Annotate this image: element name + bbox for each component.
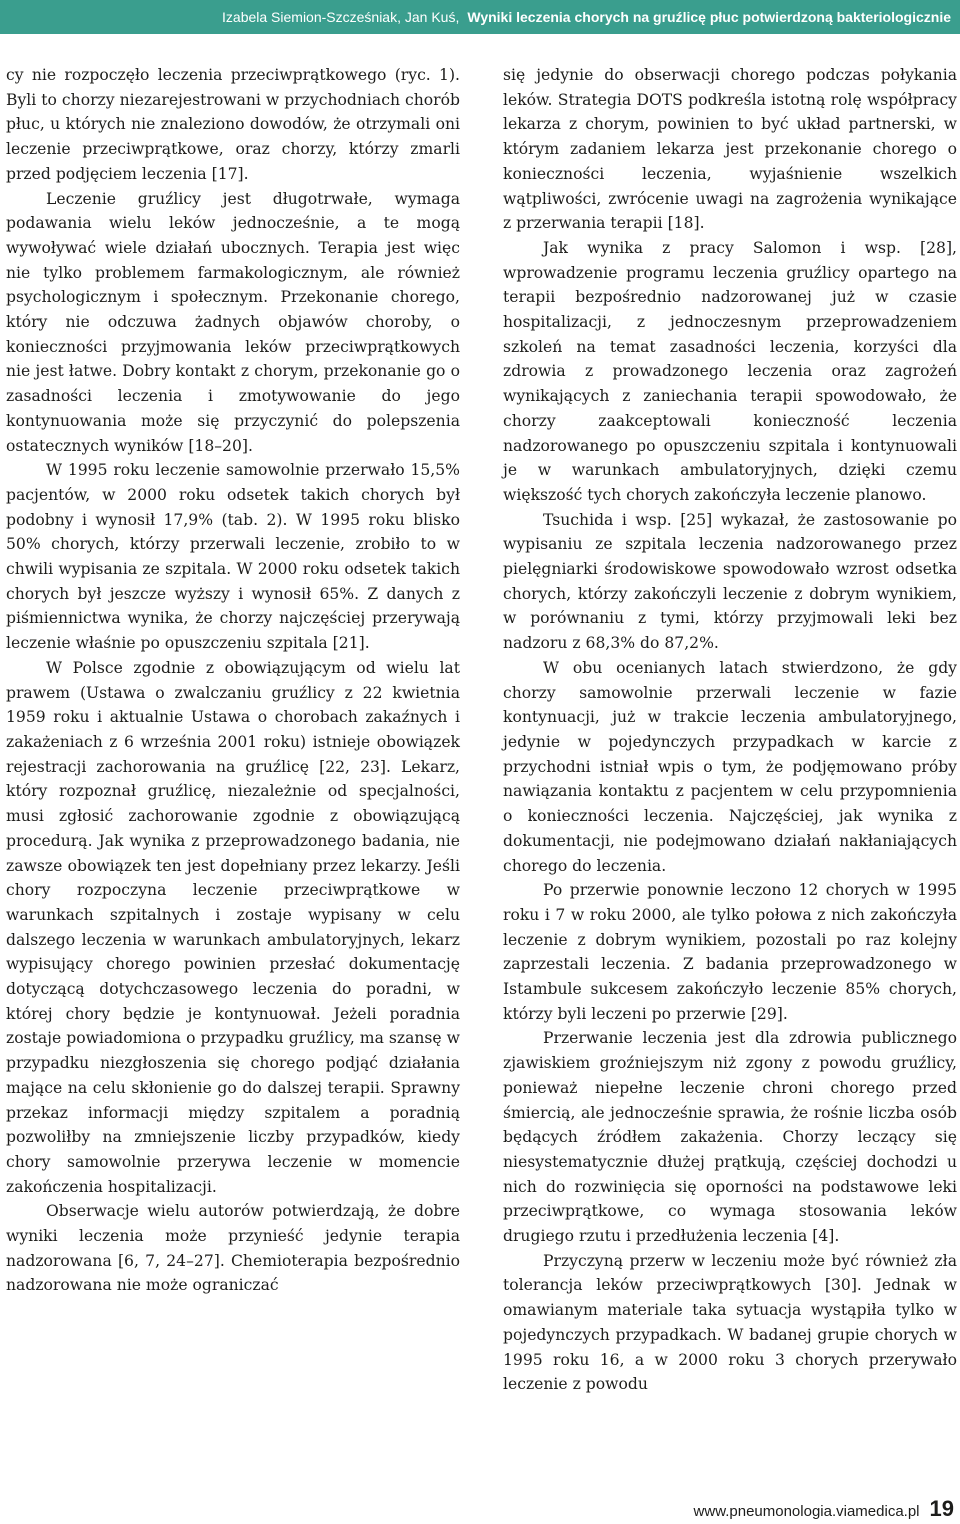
paragraph: W Polsce zgodnie z obowiązującym od wielu lat prawem (Ustawa o zwalczaniu gruźlicy z 22 kwietnia 1959 roku i aktualnie Ustawa o chorobach zakaźnych i zakażeniach z 6 września 2001 roku) istnieje obowiązek rejestracji zachorowania na gruźlicę [22, 23]. Lekarz, który rozpoznał gruźlicę, niezależnie od specjalności, musi zgłosić zachorowanie zgodnie z obowiązującą procedurą. Jak wynika z przeprowadzonego badania, nie zawsze obowiązek ten jest dopełniany przez lekarzy. Jeśli chory rozpoczyna leczenie przeciwprątkowe w warunkach szpitalnych i zostaje wypisany w celu dalszego leczenia w warunkach ambulatoryjnych, lekarz wypisujący chorego powinien przesłać dokumentację dotyczącą dotychczasowego leczenia do poradni, w której chory będzie je kontynuował. Jeżeli poradnia zostaje powiadomiona o przypadku gruźlicy, ma szansę w przypadku niezgłoszenia się chorego podjąć działania mające na celu skłonienie go do dalszej terapii. Sprawny przekaz informacji między szpitalem a poradnią pozwoliłby na zmniejszenie liczby przypadków, kiedy chory samowolnie przerywa leczenie w momencie zakończenia hospitalizacji.: [6, 658, 460, 1196]
paragraph: W obu ocenianych latach stwierdzono, że gdy chorzy samowolnie przerwali leczenie w fazie kontynuacji, już w trakcie leczenia ambulatoryjnego, jedynie w pojedynczych przypadkach w karcie z przychodni istniał wpis o tym, że podjęmowano próby nawiązania kontaktu z pacjentem w celu przypomnienia o konieczności leczenia. Najczęściej, jak wynika z dokumentacji, nie podejmowano działań nakłaniających chorego do leczenia.: [503, 658, 957, 875]
page-footer: [694, 1496, 954, 1520]
paragraph: Leczenie gruźlicy jest długotrwałe, wymaga podawania wielu leków jednocześnie, a te mogą wywoływać wiele działań ubocznych. Terapia jest więc nie tylko problemem farmakologicznym, ale również psychologicznym i społecznym. Przekonanie chorego, który nie odczuwa żadnych objawów choroby, o konieczności przyjmowania leków przeciwprątkowych nie jest łatwe. Dobry kontakt z chorym, przekonanie go o zasadności leczenia i zmotywowanie do jego kontynuowania może się przyczynić do polepszenia ostatecznych wyników [18–20].: [6, 189, 460, 455]
paragraph: Po przerwie ponownie leczono 12 chorych w 1995 roku i 7 w roku 2000, ale tylko połowa z nich zakończyła leczenie z dobrym wynikiem, pozostali po raz kolejny zaprzestali leczenia. Z badania przeprowadzonego w Istambule sukcesem zakończyło leczenie 85% chorych, którzy byli leczeni po przerwie [29].: [503, 881, 957, 1023]
right-column: [503, 63, 957, 1397]
paragraph: W 1995 roku leczenie samowolnie przerwało 15,5% pacjentów, w 2000 roku odsetek takich chorych był podobny i wynosił 17,9% (tab. 2). W 1995 roku blisko 50% chorych, którzy przerwali leczenie, zrobiło to w chwili wypisania ze szpitala. W 2000 roku odsetek takich chorych był jeszcze wyższy i wynosił 65%. Z danych z piśmiennictwa wynika, że chorzy najczęściej przerywają leczenie właśnie po opuszczeniu szpitala [21].: [6, 461, 460, 653]
paragraph: Jak wynika z pracy Salomon i wsp. [28], wprowadzenie programu leczenia gruźlicy opartego na terapii bezpośrednio nadzorowanej już w czasie hospitalizacji, z jednoczesnym przeprowadzeniem szkoleń na temat zasadności leczenia, korzyści dla zdrowia z prowadzonego leczenia oraz zagrożeń wynikających z zaniechania terapii spowodowało, że chorzy zaakceptowali konieczność leczenia nadzorowanego po opuszczeniu szpitala i kontynuowali je w warunkach ambulatoryjnych, dzięki czemu większość tych chorych zakończyła leczenie planowo.: [503, 238, 957, 504]
paragraph: Przerwanie leczenia jest dla zdrowia publicznego zjawiskiem groźniejszym niż zgony z powodu gruźlicy, ponieważ niepełne leczenie chroni chorego przed śmiercią, ale jednocześnie sprawia, że rośnie liczba osób będących źródłem zakażenia. Chorzy leczący się niesystematycznie dłużej prątkują, częściej dochodzi u nich do rozwinięcia się oporności na podstawowe leki przeciwprątkowe, co wymaga stosowania leków drugiego rzutu i przedłużenia leczenia [4].: [503, 1029, 957, 1246]
running-header: [0, 0, 960, 34]
paragraph: cy nie rozpoczęło leczenia przeciwprątkowego (ryc. 1). Byli to chorzy niezarejestrowani w przychodniach chorób płuc, u których nie znaleziono dowodów, że otrzymali oni leczenie przeciwprątkowe, oraz chorzy, którzy zmarli przed podjęciem leczenia [17].: [6, 66, 460, 183]
paragraph: Przyczyną przerw w leczeniu może być również zła tolerancja leków przeciwprątkowych [30]. Jednak w omawianym materiale taka sytuacja wystąpiła tylko w pojedynczych przypadkach. W badanej grupie chorych w 1995 roku 16, a w 2000 roku 3 chorych przerywało leczenie z powodu: [503, 1251, 957, 1394]
header-article-title: Wyniki leczenia chorych na gruźlicę płuc potwierdzoną bakteriologicznie: [467, 9, 951, 25]
paragraph: Obserwacje wielu autorów potwierdzają, że dobre wyniki leczenia może przynieść jedynie terapia nadzorowana [6, 7, 24–27]. Chemioterapia bezpośrednio nadzorowana nie może ograniczać: [6, 1202, 460, 1295]
left-column: [6, 63, 460, 1298]
header-authors: Izabela Siemion-Szcześniak, Jan Kuś,: [222, 9, 460, 25]
paragraph: się jedynie do obserwacji chorego podczas połykania leków. Strategia DOTS podkreśla istotną rolę współpracy lekarza z chorym, powinien to być układ partnerski, w którym zadaniem lekarza jest przekonanie chorego o konieczności leczenia, wyjaśnienie wszelkich wątpliwości, zwrócenie uwagi na zagrożenia wynikające z przerwania terapii [18].: [503, 66, 957, 233]
paragraph: Tsuchida i wsp. [25] wykazał, że zastosowanie po wypisaniu ze szpitala leczenia nadzorowanego przez pielęgniarki środowiskowe spowodowało wzrost odsetka chorych, którzy zakończyli leczenie z dobrym wynikiem, w porównaniu z tymi, którzy przyjmowali leki bez nadzoru z 68,3% do 87,2%.: [503, 510, 957, 653]
journal-url: www.pneumonologia.viamedica.pl: [693, 1503, 920, 1520]
page-number: 19: [929, 1496, 954, 1521]
